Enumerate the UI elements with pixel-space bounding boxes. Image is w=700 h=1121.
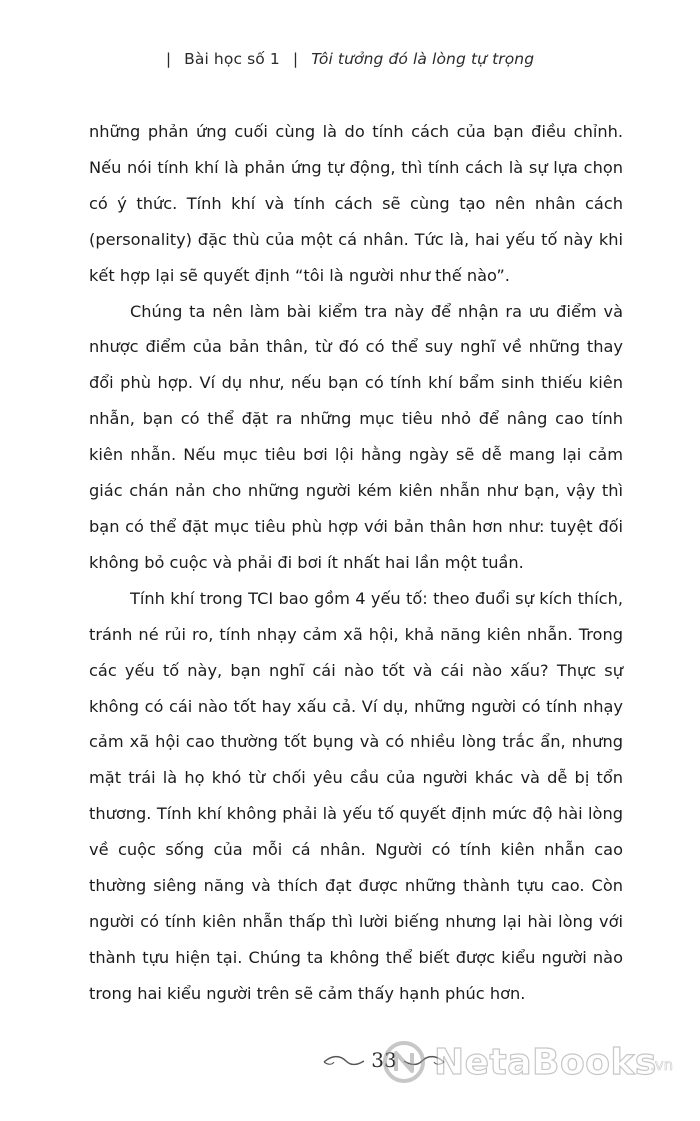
flourish-left-icon [322, 1053, 366, 1069]
running-header [0, 50, 700, 68]
header-lesson: Bài học số 1 [184, 50, 280, 68]
paragraph: Chúng ta nên làm bài kiểm tra này để nhận ra ưu điểm và nhược điểm của bản thân, từ đó có thể suy nghĩ về những thay đổi phù hợp. Ví dụ như, nếu bạn có tính khí bẩm sinh thiếu kiên nhẫn, bạn có thể đặt ra những mục tiêu nhỏ để nâng cao tính kiên nhẫn. Nếu mục tiêu bơi lội hằng ngày sẽ dễ mang lại cảm giác chán nản cho những người kém kiên nhẫn như bạn, vậy thì bạn có thể đặt mục tiêu phù hợp với bản thân hơn như: tuyệt đối không bỏ cuộc và phải đi bơi ít nhất hai lần một tuần. [89, 301, 623, 572]
netabooks-logo-icon [382, 1040, 426, 1084]
page-number: 33 [371, 1048, 397, 1072]
paragraph: Tính khí trong TCI bao gồm 4 yếu tố: theo đuổi sự kích thích, tránh né rủi ro, tính nhạy cảm xã hội, khả năng kiên nhẫn. Trong các yếu tố này, bạn nghĩ cái nào tốt và cái nào xấu? Thực sự không có cái nào tốt hay xấu cả. Ví dụ, những người có tính nhạy cảm xã hội cao thường tốt bụng và có nhiều lòng trắc ẩn, nhưng mặt trái là họ khó từ chối yêu cầu của người khác và dễ bị tổn thương. Tính khí không phải là yếu tố quyết định mức độ hài lòng về cuộc sống của mỗi cá nhân. Người có tính kiên nhẫn cao thường siêng năng và thích đạt được những thành tựu cao. Còn người có tính kiên nhẫn thấp thì lười biếng nhưng lại hài lòng với thành tựu hiện tại. Chúng ta không thể biết được kiểu người nào trong hai kiểu người trên sẽ cảm thấy hạnh phúc hơn. [89, 588, 623, 1003]
watermark-domain-suffix: .vn [650, 1056, 674, 1074]
watermark [382, 1038, 692, 1090]
watermark-brand: NetaBooks [434, 1042, 657, 1083]
paragraph-continued: những phản ứng cuối cùng là do tính cách của bạn điều chỉnh. Nếu nói tính khí là phản ứng tự động, thì tính cách là sự lựa chọn có ý thức. Tính khí và tính cách sẽ cùng tạo nên nhân cách (personality) đặc thù của một cá nhân. Tức là, hai yếu tố này khi kết hợp lại sẽ quyết định “tôi là người như thế nào”. [89, 122, 623, 285]
header-bar-left: | [165, 50, 172, 68]
body-text [89, 114, 623, 1012]
header-chapter-title: Tôi tưởng đó là lòng tự trọng [311, 50, 535, 68]
header-bar-middle: | [292, 50, 299, 68]
